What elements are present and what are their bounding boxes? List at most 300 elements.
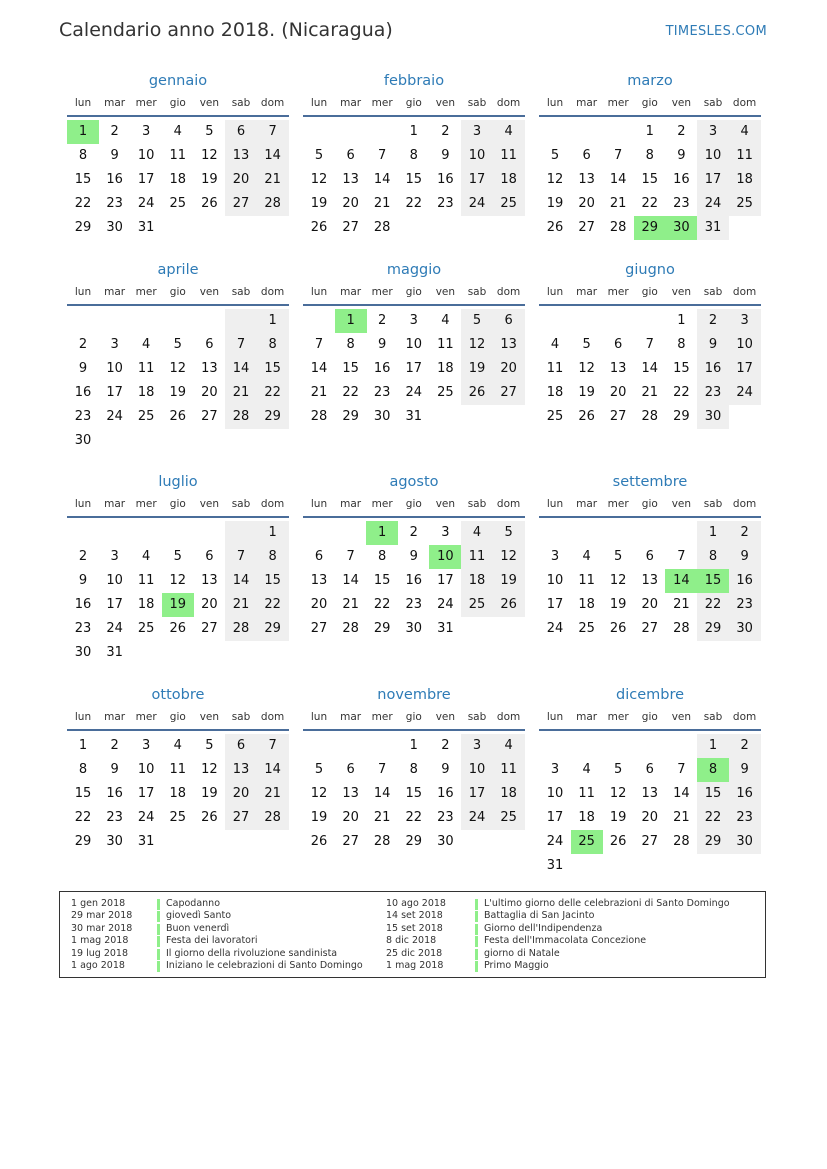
weekday-label: dom <box>496 286 521 298</box>
day-cell: 3 <box>110 337 119 352</box>
day-cell: 30 <box>697 405 729 429</box>
day-cell: 17 <box>405 361 423 376</box>
month-name: maggio <box>386 262 442 278</box>
day-cell: 22 <box>74 810 92 825</box>
day-cell: 18 <box>137 385 155 400</box>
day-cell: 3 <box>461 734 493 758</box>
weekday-label: gio <box>169 711 186 723</box>
month-name: luglio <box>158 474 198 490</box>
weekday-label: mar <box>340 498 362 510</box>
weekday-label: mar <box>340 711 362 723</box>
legend-holiday-name: Buon venerdì <box>166 922 230 934</box>
day-cell: 8 <box>78 762 88 777</box>
weekday-label: gio <box>169 97 186 109</box>
day-cell: 27 <box>641 834 659 849</box>
day-cell: 7 <box>257 734 289 758</box>
day-cell: 18 <box>546 385 564 400</box>
day-cell: 2 <box>110 738 119 753</box>
day-cell: 29 <box>342 409 359 424</box>
day-cell: 20 <box>310 597 328 612</box>
page-title: Calendario anno 2018. (Nicaragua) <box>59 19 393 41</box>
day-cell: 4 <box>582 549 591 564</box>
weekday-label: mer <box>371 498 393 510</box>
day-cell: 21 <box>225 593 257 617</box>
day-cell: 22 <box>673 385 690 400</box>
holiday-day: 30 <box>665 216 697 240</box>
day-cell: 13 <box>225 144 257 168</box>
day-cell: 15 <box>405 786 423 801</box>
legend-date: 1 gen 2018 <box>71 898 126 909</box>
day-cell: 30 <box>106 834 123 849</box>
day-cell: 25 <box>137 409 155 424</box>
day-cell: 16 <box>373 361 391 376</box>
day-cell: 30 <box>373 409 391 424</box>
day-cell: 2 <box>441 738 450 753</box>
day-cell: 6 <box>346 148 355 163</box>
day-cell: 1 <box>645 124 654 139</box>
day-cell: 22 <box>697 593 729 617</box>
day-cell: 14 <box>225 357 257 381</box>
day-cell: 21 <box>673 810 690 825</box>
day-cell: 6 <box>493 309 525 333</box>
day-cell: 8 <box>677 337 686 352</box>
weekday-label: dom <box>732 711 757 723</box>
weekday-label: mar <box>104 97 126 109</box>
day-cell: 14 <box>373 172 391 187</box>
day-cell: 8 <box>257 333 289 357</box>
day-cell: 25 <box>546 409 564 424</box>
legend-date: 25 dic 2018 <box>386 947 443 959</box>
day-cell: 2 <box>110 124 119 139</box>
day-cell: 31 <box>106 645 123 660</box>
day-cell: 18 <box>729 168 761 192</box>
day-cell: 24 <box>137 196 155 211</box>
day-cell: 23 <box>373 385 391 400</box>
day-cell: 27 <box>641 621 659 636</box>
day-cell: 3 <box>550 762 560 777</box>
day-cell: 2 <box>78 549 88 564</box>
day-cell: 27 <box>342 220 359 235</box>
day-cell: 13 <box>225 758 257 782</box>
day-cell: 16 <box>437 172 454 187</box>
weekday-label: sab <box>467 286 487 298</box>
day-cell: 13 <box>641 786 659 801</box>
day-cell: 28 <box>673 621 690 636</box>
day-cell: 15 <box>697 782 729 806</box>
day-cell: 30 <box>74 433 92 448</box>
weekday-label: lun <box>546 286 564 298</box>
day-cell: 4 <box>582 762 591 777</box>
day-cell: 27 <box>310 621 328 636</box>
day-cell: 25 <box>169 196 187 211</box>
day-cell: 16 <box>74 597 92 612</box>
day-cell: 11 <box>493 758 525 782</box>
day-cell: 7 <box>378 762 387 777</box>
day-cell: 10 <box>106 361 123 376</box>
day-cell: 14 <box>373 786 391 801</box>
day-cell: 27 <box>493 381 525 405</box>
weekday-label: dom <box>732 97 757 109</box>
legend-holiday-name: L'ultimo giorno delle celebrazioni di Santo Domingo <box>484 898 730 909</box>
day-cell: 26 <box>609 834 627 849</box>
legend-marker <box>157 961 160 972</box>
day-cell: 28 <box>257 806 289 830</box>
legend-date: 1 ago 2018 <box>71 960 125 971</box>
legend-marker <box>157 936 160 947</box>
weekday-label: mer <box>135 97 157 109</box>
day-cell: 5 <box>614 762 623 777</box>
day-cell: 11 <box>169 148 187 163</box>
day-cell: 23 <box>697 381 729 405</box>
day-cell: 23 <box>405 597 423 612</box>
weekday-label: sab <box>231 711 251 723</box>
day-cell: 11 <box>493 144 525 168</box>
weekday-label: sab <box>467 97 487 109</box>
day-cell: 25 <box>437 385 454 400</box>
day-cell: 17 <box>461 168 493 192</box>
day-cell: 21 <box>310 385 328 400</box>
day-cell: 13 <box>609 361 627 376</box>
day-cell: 4 <box>142 337 151 352</box>
weekday-label: mar <box>104 286 126 298</box>
day-cell: 13 <box>310 573 328 588</box>
day-cell: 24 <box>405 385 423 400</box>
day-cell: 10 <box>461 758 493 782</box>
legend-marker <box>157 949 160 960</box>
day-cell: 7 <box>225 545 257 569</box>
weekday-label: lun <box>310 286 328 298</box>
legend-holiday-name: Iniziano le celebrazioni di Santo Domingo <box>166 960 363 971</box>
weekday-label: dom <box>496 97 521 109</box>
holiday-day: 25 <box>571 830 603 854</box>
legend-date: 1 mag 2018 <box>386 960 444 971</box>
day-cell: 3 <box>729 309 761 333</box>
weekday-label: ven <box>435 711 456 723</box>
day-cell: 18 <box>493 782 525 806</box>
day-cell: 23 <box>437 810 454 825</box>
empty-weekend-cell <box>225 309 257 333</box>
day-cell: 15 <box>74 786 92 801</box>
day-cell: 15 <box>74 172 92 187</box>
day-cell: 16 <box>74 385 92 400</box>
weekday-label: sab <box>231 97 251 109</box>
weekday-header <box>303 711 525 731</box>
holiday-day: 19 <box>162 593 194 617</box>
month-name: dicembre <box>615 687 685 703</box>
legend-date: 15 set 2018 <box>386 922 443 934</box>
weekday-label: ven <box>671 711 692 723</box>
day-cell: 28 <box>225 617 257 641</box>
day-cell: 20 <box>609 385 627 400</box>
day-cell: 23 <box>729 806 761 830</box>
weekday-label: gio <box>169 286 186 298</box>
day-cell: 17 <box>546 810 564 825</box>
day-cell: 7 <box>257 120 289 144</box>
day-cell: 9 <box>110 762 119 777</box>
day-cell: 27 <box>342 834 359 849</box>
holiday-day: 29 <box>634 216 666 240</box>
day-cell: 29 <box>373 621 391 636</box>
day-cell: 18 <box>437 361 454 376</box>
day-cell: 12 <box>609 786 627 801</box>
day-cell: 27 <box>225 192 257 216</box>
day-cell: 18 <box>169 172 187 187</box>
day-cell: 19 <box>609 810 627 825</box>
weekday-label: lun <box>74 498 92 510</box>
day-cell: 22 <box>405 196 423 211</box>
day-cell: 14 <box>609 172 627 187</box>
weekday-label: mer <box>135 286 157 298</box>
day-cell: 2 <box>78 337 88 352</box>
weekday-header <box>303 498 525 518</box>
weekday-label: gio <box>169 498 186 510</box>
day-cell: 9 <box>441 762 450 777</box>
day-cell: 30 <box>405 621 423 636</box>
day-cell: 9 <box>729 545 761 569</box>
legend-holiday-name: Festa dei lavoratori <box>166 935 258 947</box>
day-cell: 9 <box>441 148 450 163</box>
legend-marker <box>157 924 160 935</box>
day-cell: 20 <box>641 597 659 612</box>
day-cell: 16 <box>106 172 123 187</box>
weekday-label: gio <box>405 286 422 298</box>
day-cell: 11 <box>578 573 595 588</box>
legend-marker <box>475 911 478 922</box>
day-cell: 11 <box>137 361 155 376</box>
day-cell: 10 <box>697 144 729 168</box>
weekday-label: sab <box>703 97 723 109</box>
day-cell: 18 <box>137 597 155 612</box>
day-cell: 15 <box>641 172 659 187</box>
empty-weekend-cell <box>225 521 257 545</box>
day-cell: 7 <box>677 549 686 564</box>
month-name: marzo <box>627 73 673 89</box>
weekday-label: dom <box>732 286 757 298</box>
day-cell: 9 <box>697 333 729 357</box>
legend-holiday-name: giorno di Natale <box>484 947 560 959</box>
day-cell: 16 <box>106 786 123 801</box>
day-cell: 16 <box>729 569 761 593</box>
day-cell: 19 <box>169 385 187 400</box>
day-cell: 2 <box>729 521 761 545</box>
day-cell: 18 <box>578 597 595 612</box>
day-cell: 12 <box>609 573 627 588</box>
day-cell: 13 <box>641 573 659 588</box>
day-cell: 26 <box>493 593 525 617</box>
day-cell: 23 <box>729 593 761 617</box>
day-cell: 18 <box>461 569 493 593</box>
day-cell: 29 <box>697 830 729 854</box>
day-cell: 31 <box>437 621 454 636</box>
holiday-day: 1 <box>67 120 99 144</box>
day-cell: 29 <box>697 617 729 641</box>
day-cell: 16 <box>673 172 690 187</box>
day-cell: 29 <box>74 834 92 849</box>
day-cell: 6 <box>225 734 257 758</box>
day-cell: 3 <box>142 738 151 753</box>
day-cell: 4 <box>550 337 560 352</box>
weekday-label: mar <box>576 711 598 723</box>
day-cell: 21 <box>257 782 289 806</box>
day-cell: 19 <box>578 385 595 400</box>
weekday-label: gio <box>405 711 422 723</box>
day-cell: 12 <box>578 361 595 376</box>
weekday-label: lun <box>546 97 564 109</box>
legend-marker <box>475 936 478 947</box>
day-cell: 19 <box>609 597 627 612</box>
weekday-label: mar <box>576 498 598 510</box>
day-cell: 23 <box>74 409 92 424</box>
day-cell: 26 <box>578 409 595 424</box>
day-cell: 4 <box>461 521 493 545</box>
legend-date: 1 mag 2018 <box>71 935 129 947</box>
day-cell: 2 <box>677 124 686 139</box>
day-cell: 1 <box>257 521 289 545</box>
weekday-label: ven <box>199 711 220 723</box>
day-cell: 30 <box>74 645 92 660</box>
day-cell: 5 <box>614 549 623 564</box>
day-cell: 21 <box>641 385 659 400</box>
day-cell: 10 <box>546 573 564 588</box>
day-cell: 6 <box>582 148 591 163</box>
day-cell: 20 <box>201 385 218 400</box>
day-cell: 1 <box>78 738 88 753</box>
day-cell: 14 <box>257 144 289 168</box>
day-cell: 20 <box>493 357 525 381</box>
weekday-label: dom <box>260 498 285 510</box>
day-cell: 11 <box>137 573 155 588</box>
weekday-label: gio <box>641 711 658 723</box>
day-cell: 26 <box>201 196 218 211</box>
day-cell: 27 <box>609 409 627 424</box>
day-cell: 16 <box>437 786 454 801</box>
day-cell: 20 <box>225 782 257 806</box>
day-cell: 11 <box>546 361 564 376</box>
day-cell: 17 <box>437 573 454 588</box>
day-cell: 11 <box>729 144 761 168</box>
day-cell: 21 <box>257 168 289 192</box>
day-cell: 3 <box>550 549 560 564</box>
day-cell: 28 <box>373 220 391 235</box>
day-cell: 22 <box>74 196 92 211</box>
weekday-label: sab <box>231 498 251 510</box>
weekday-label: mer <box>371 286 393 298</box>
day-cell: 6 <box>645 762 654 777</box>
day-cell: 16 <box>405 573 423 588</box>
weekday-label: gio <box>641 498 658 510</box>
day-cell: 29 <box>405 834 423 849</box>
day-cell: 24 <box>546 834 564 849</box>
day-cell: 9 <box>78 573 88 588</box>
day-cell: 12 <box>201 148 218 163</box>
legend-holiday-name: Il giorno della rivoluzione sandinista <box>166 947 338 959</box>
day-cell: 21 <box>373 196 391 211</box>
day-cell: 27 <box>225 806 257 830</box>
day-cell: 7 <box>378 148 387 163</box>
legend-date: 14 set 2018 <box>386 910 443 922</box>
day-cell: 20 <box>201 597 218 612</box>
weekday-label: mar <box>340 97 362 109</box>
day-cell: 24 <box>137 810 155 825</box>
day-cell: 24 <box>729 381 761 405</box>
day-cell: 7 <box>677 762 686 777</box>
day-cell: 5 <box>493 521 525 545</box>
month-name: gennaio <box>148 73 208 89</box>
day-cell: 4 <box>441 313 450 328</box>
weekday-label: mer <box>607 498 629 510</box>
legend-marker <box>157 899 160 910</box>
weekday-label: ven <box>671 498 692 510</box>
weekday-label: lun <box>74 711 92 723</box>
day-cell: 14 <box>225 569 257 593</box>
day-cell: 19 <box>201 786 218 801</box>
day-cell: 13 <box>342 172 359 187</box>
day-cell: 10 <box>461 144 493 168</box>
day-cell: 5 <box>461 309 493 333</box>
site-link[interactable]: TIMESLES.COM <box>665 24 767 39</box>
weekday-label: dom <box>260 97 285 109</box>
weekday-label: mer <box>135 711 157 723</box>
day-cell: 3 <box>409 313 418 328</box>
month-name: agosto <box>389 474 439 490</box>
day-cell: 11 <box>169 762 187 777</box>
holiday-day: 10 <box>429 545 461 569</box>
legend-date: 19 lug 2018 <box>71 947 128 959</box>
day-cell: 25 <box>169 810 187 825</box>
day-cell: 7 <box>314 337 324 352</box>
day-cell: 23 <box>106 810 123 825</box>
day-cell: 20 <box>342 196 359 211</box>
day-cell: 30 <box>106 220 123 235</box>
day-cell: 30 <box>729 617 761 641</box>
day-cell: 19 <box>310 196 328 211</box>
day-cell: 25 <box>578 621 595 636</box>
day-cell: 9 <box>110 148 119 163</box>
day-cell: 24 <box>461 192 493 216</box>
day-cell: 28 <box>310 409 328 424</box>
weekday-label: mar <box>104 498 126 510</box>
weekday-label: ven <box>199 97 220 109</box>
day-cell: 7 <box>346 549 355 564</box>
day-cell: 14 <box>641 361 659 376</box>
legend-marker <box>475 949 478 960</box>
day-cell: 14 <box>673 786 690 801</box>
day-cell: 25 <box>493 192 525 216</box>
day-cell: 2 <box>697 309 729 333</box>
weekday-label: ven <box>199 498 220 510</box>
day-cell: 5 <box>205 124 214 139</box>
weekday-label: sab <box>467 498 487 510</box>
day-cell: 17 <box>137 172 155 187</box>
legend-marker <box>475 961 478 972</box>
day-cell: 23 <box>673 196 690 211</box>
day-cell: 28 <box>673 834 690 849</box>
day-cell: 4 <box>142 549 151 564</box>
day-cell: 2 <box>378 313 387 328</box>
day-cell: 27 <box>578 220 595 235</box>
legend-holiday-name: Giorno dell'Indipendenza <box>484 922 603 934</box>
day-cell: 24 <box>697 192 729 216</box>
legend-date: 29 mar 2018 <box>71 910 133 922</box>
day-cell: 15 <box>257 357 289 381</box>
legend-holiday-name: Capodanno <box>166 898 221 909</box>
day-cell: 28 <box>373 834 391 849</box>
day-cell: 26 <box>609 621 627 636</box>
day-cell: 1 <box>677 313 686 328</box>
day-cell: 16 <box>697 357 729 381</box>
legend-date: 30 mar 2018 <box>71 922 133 934</box>
day-cell: 28 <box>641 409 659 424</box>
